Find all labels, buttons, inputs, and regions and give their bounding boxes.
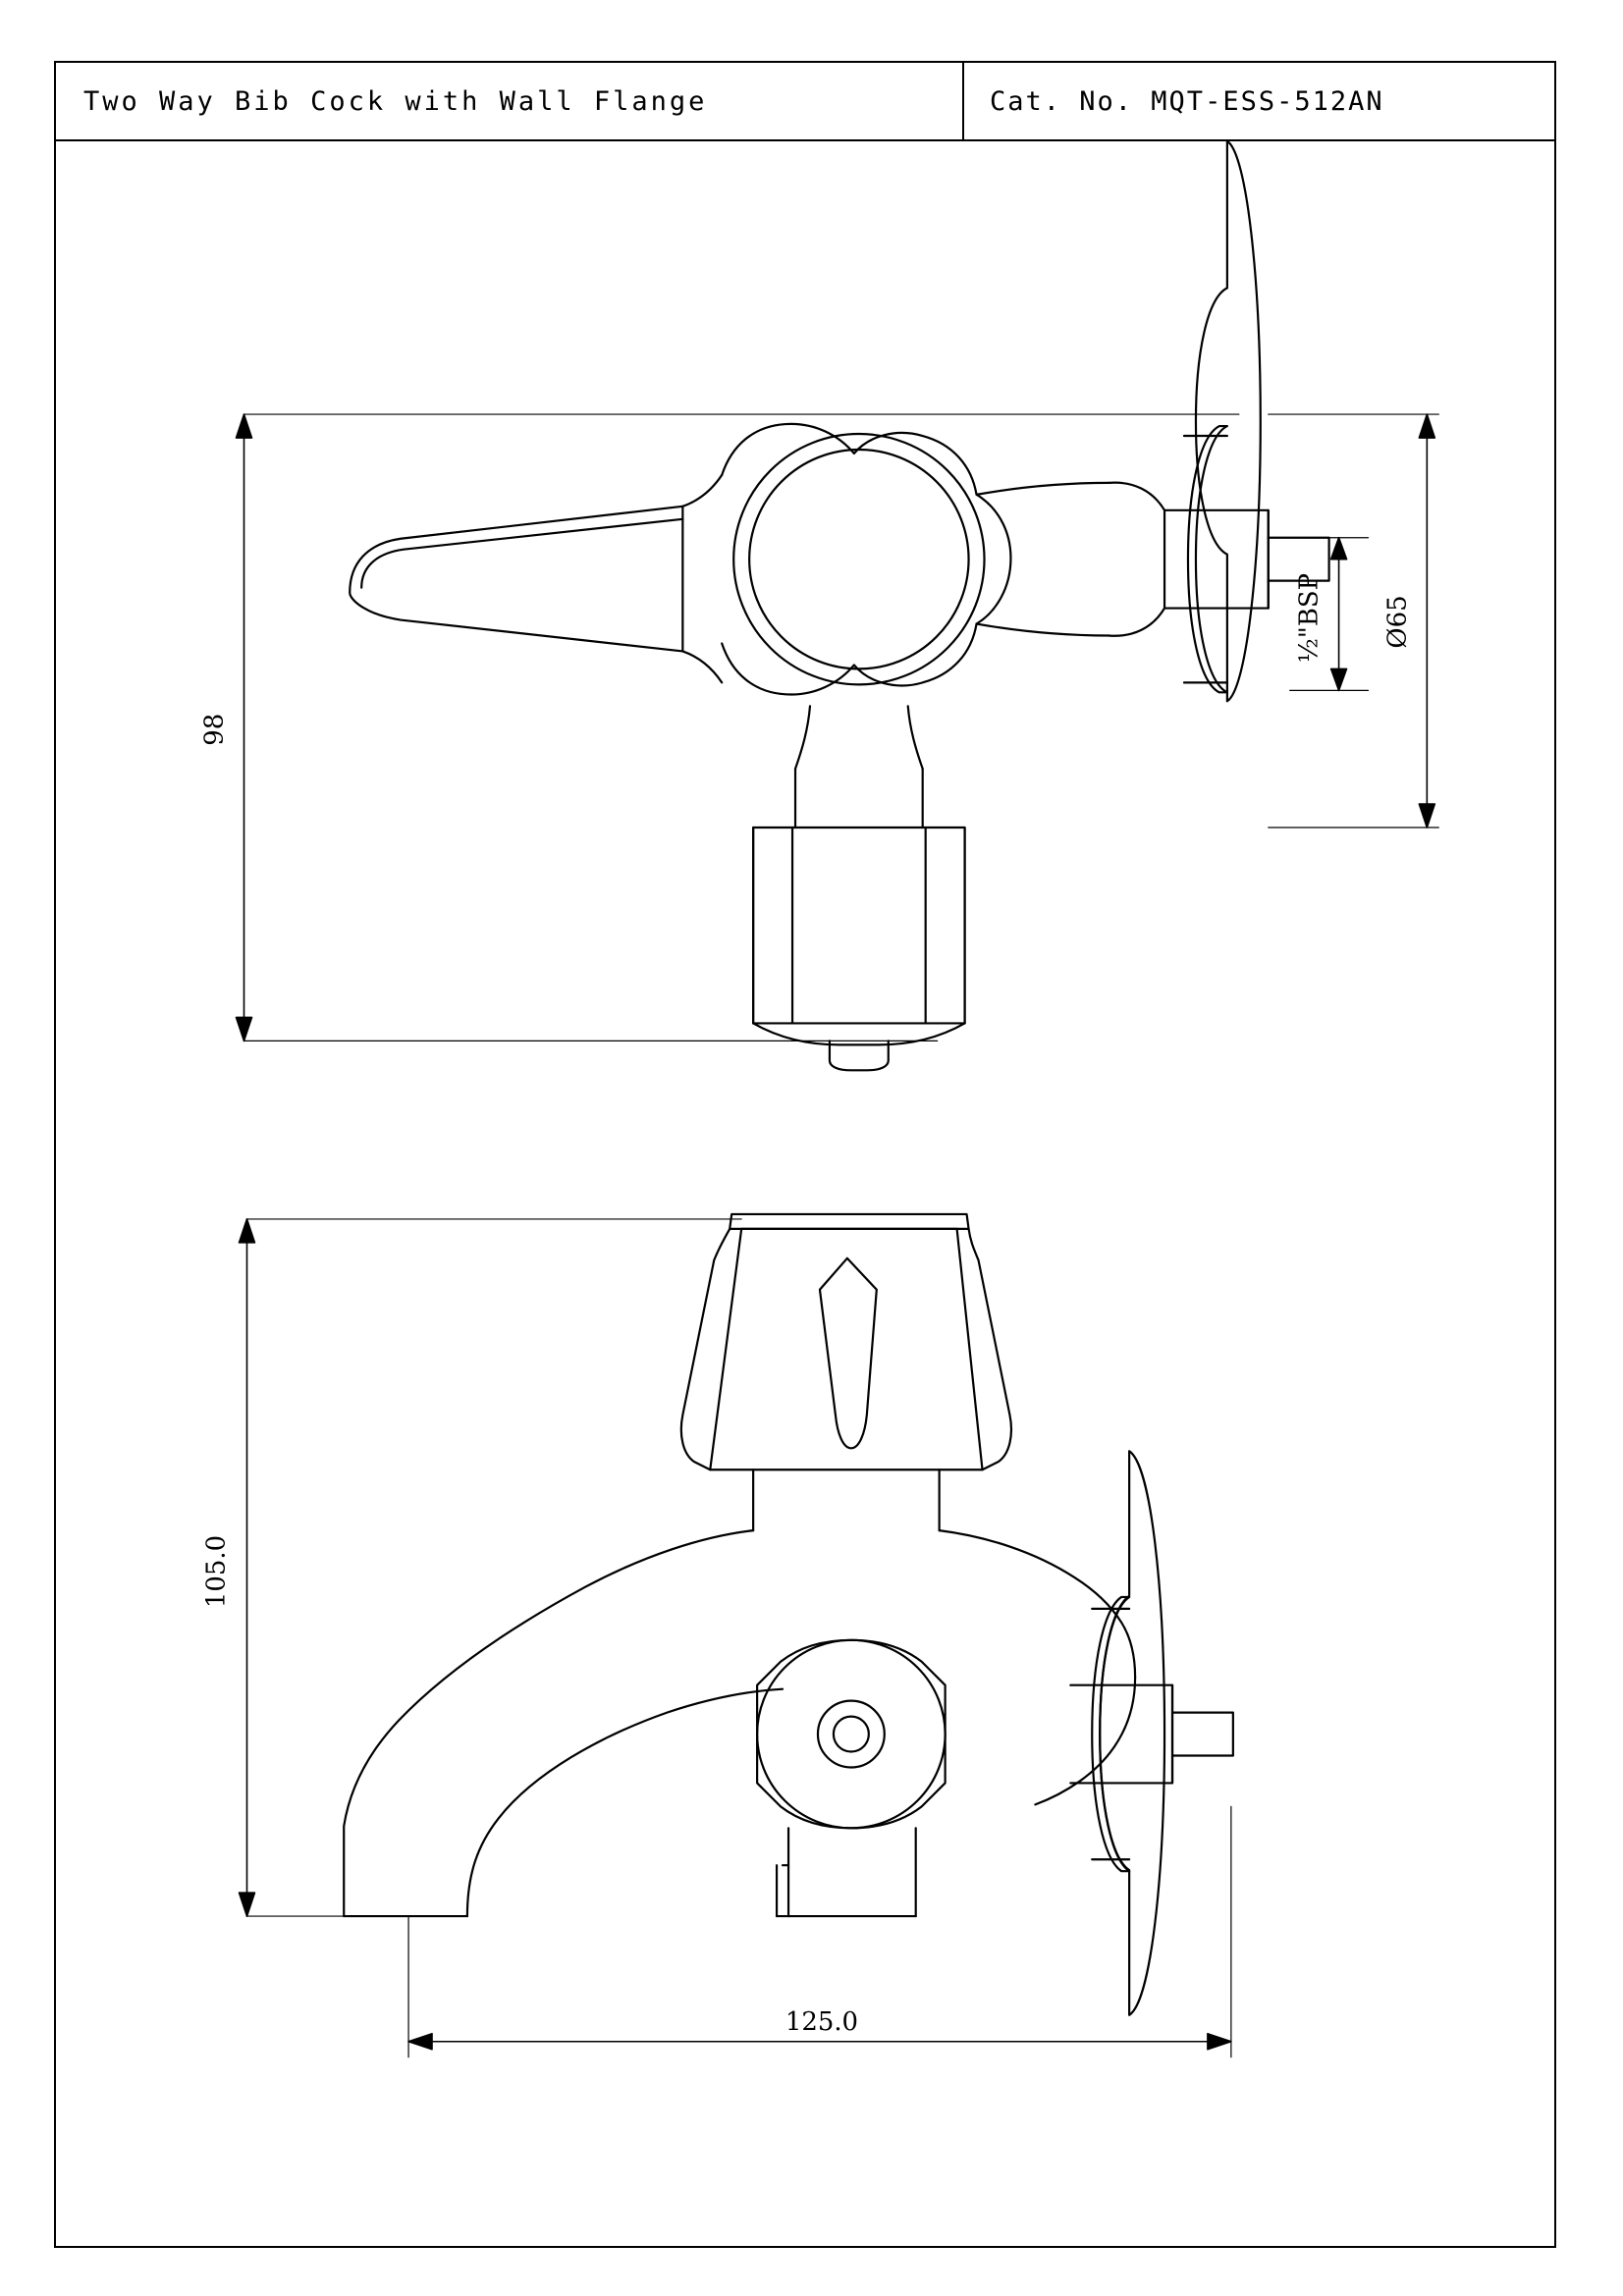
drawing-title: Two Way Bib Cock with Wall Flange [56,63,964,139]
drawing-sheet [54,61,1556,2248]
front-view-dimensions [240,1219,1231,2057]
front-view-projection-label: 125.0 [784,2006,859,2037]
thread-size-label: ½"BSP [1294,572,1325,664]
top-view-height-label: 98 [199,713,230,746]
front-view-geometry [344,1214,1233,2015]
flange-diameter-label: Ø65 [1382,595,1413,649]
top-view-dimensions [237,414,1239,1041]
drawing-canvas [56,141,1554,2246]
catalogue-number: Cat. No. MQT-ESS-512AN [990,85,1384,117]
title-block [56,63,1554,141]
front-view-height-label: 105.0 [201,1534,232,1609]
top-view-geometry [350,141,1328,1070]
technical-drawing [56,141,1554,2246]
